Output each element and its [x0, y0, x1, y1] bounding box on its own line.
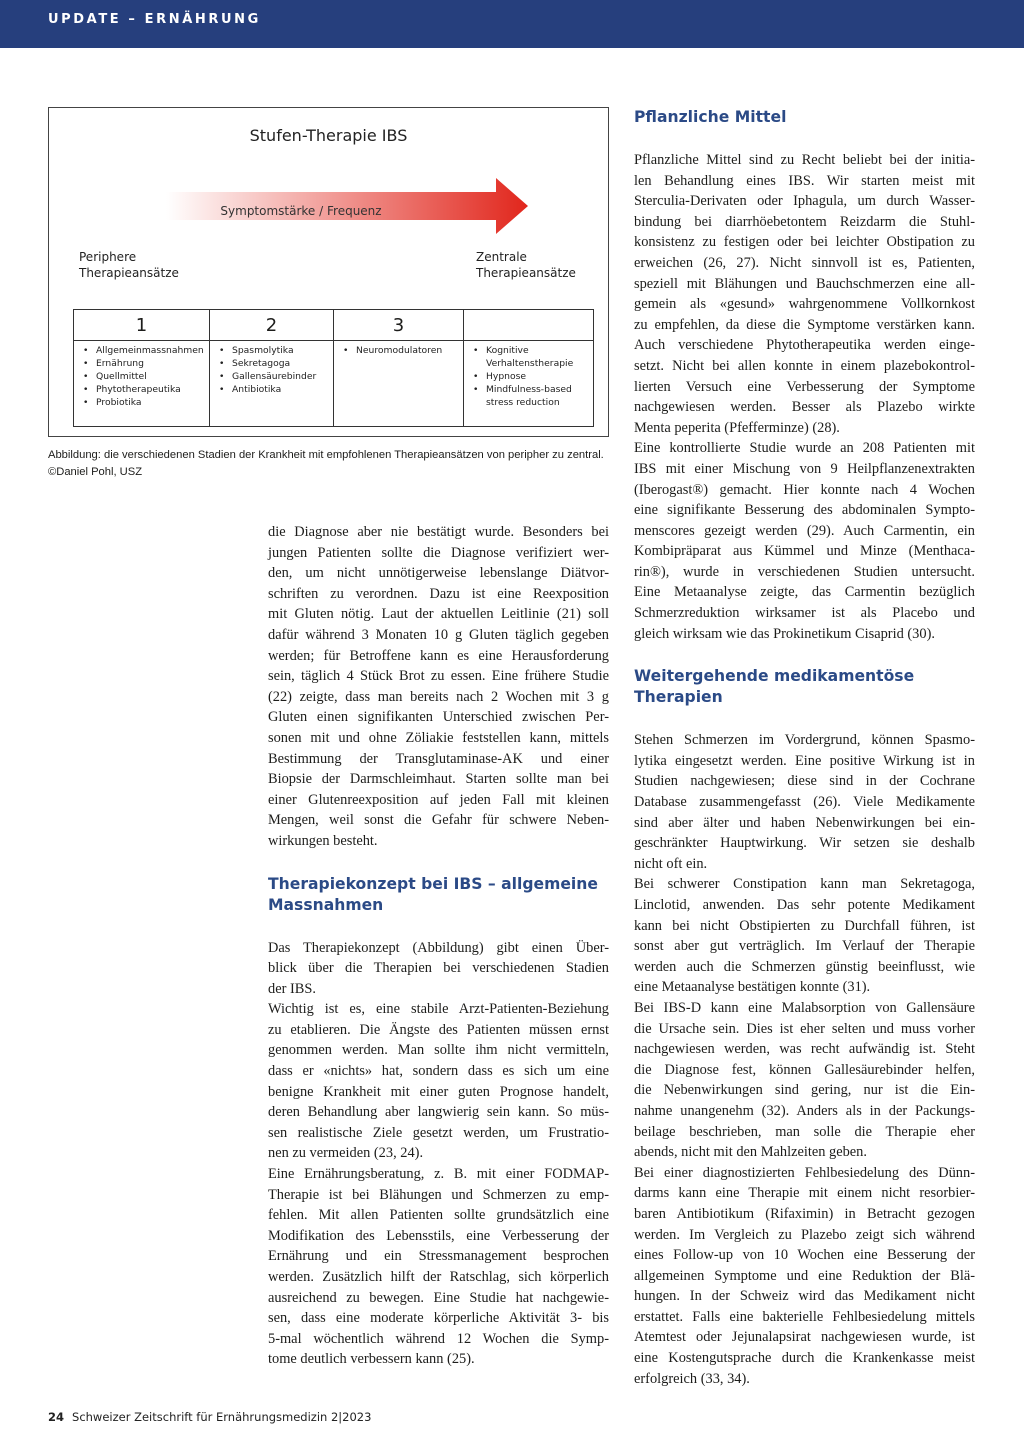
text-line: Eine kontrollierte Studie wurde an 208 Patienten mit [634, 440, 975, 457]
text-line: Bei schwerer Constipation kann man Sekretagoga, [634, 876, 975, 893]
text-line: Eine Metaanalyse zeigte, das Carmentin bezüglich [634, 584, 975, 601]
text-line: nachgewiesen werden. Besser als Plazebo wirkte [634, 399, 975, 416]
body-paragraph [268, 938, 609, 1000]
text-line: dass er «nichts» hat, sondern dass es sich um eine [268, 1063, 609, 1080]
text-line: len Behandlung eines IBS. Wir starten meist mit [634, 172, 975, 189]
text-line: die Ursache sein. Dies ist eher selten und muss vorher [634, 1020, 975, 1037]
text-line: Linclotid, anwenden. Das sehr potente Medikament [634, 897, 975, 913]
text-line: beilage beschrieben, man solle die Therapie eher [634, 1123, 975, 1140]
heading-line: Massnahmen [268, 895, 384, 914]
text-line: Therapie ist bei Blähungen und Schmerzen zu emp- [268, 1186, 609, 1203]
text-line: benigne Krankheit mit einer guten Prognose handelt, [268, 1083, 609, 1100]
text-line: wirkungen besteht. [268, 832, 378, 849]
figure-caption [48, 447, 613, 481]
text-line: zu etablieren. Die Ängste des Patienten müssen ernst [268, 1021, 609, 1038]
text-line: IBS mit einer Mischung von 9 Heilpflanzenextrakten [634, 460, 975, 477]
body-paragraph [268, 522, 609, 852]
stage-4-list [464, 344, 593, 409]
caption-credit: ©Daniel Pohl, USZ [48, 466, 143, 478]
stage-1-header: 1 [74, 310, 210, 341]
text-line: erstattet. Falls eine bakterielle Fehlbesiedelung mittels [634, 1308, 975, 1325]
text-line: bindung bei diarrhöebetontem Reizdarm die Stuhl- [634, 213, 975, 230]
list-item: • Allgemeinmassnahmen [83, 344, 209, 357]
therapy-figure [48, 107, 609, 437]
heading-line: Weitergehende medikamentöse [634, 667, 915, 686]
section-label: UPDATE – ERNÄHRUNG [48, 12, 261, 27]
text-line: setzt. Nicht bei allen konnte in einem plazebokontrol- [634, 357, 975, 374]
text-line: tome deutlich verbessern kann (25). [268, 1351, 475, 1368]
text-line: baren Antibiotikum (Rifaximin) in Betracht gezogen [634, 1205, 975, 1222]
text-line: sind aber älter und haben Nebenwirkungen bei ein- [634, 814, 975, 831]
text-line: Ernährung und ein Stressmanagement besprochen [268, 1248, 609, 1265]
stage-table [73, 309, 594, 427]
list-item: • Kognitive Verhaltenstherapie [473, 344, 593, 370]
arrow-label: Symptomstärke / Frequenz [220, 204, 382, 218]
text-line: Studien nachgewiesen; diese sind in der Cochrane [634, 773, 975, 790]
section-heading-therapiekonzept [268, 874, 609, 916]
stage-4-cell [464, 341, 594, 427]
text-line: dafür während 3 Monaten 10 g Gluten täglich gegeben [268, 626, 609, 643]
text-line: nicht oft ein. [634, 855, 708, 872]
stage-2-cell [210, 341, 334, 427]
text-line: rin®), wurde in verschiedenen Studien untersucht. [634, 563, 975, 580]
text-line: Das Therapiekonzept (Abbildung) gibt einen Über- [268, 939, 609, 956]
heading-line: Therapiekonzept bei IBS – allgemeine [268, 874, 598, 893]
section-heading-medikamentoese-therapien [634, 666, 975, 708]
page-number: 24 [48, 1410, 65, 1424]
right-column [634, 107, 975, 1389]
central-label [476, 249, 576, 281]
text-line: menscores gezeigt werden (29). Auch Carmentin, ein [634, 522, 975, 539]
text-line: eine signifikante Besserung des abdominalen Sympto- [634, 502, 975, 519]
list-item: • Probiotika [83, 396, 209, 409]
text-line: zu empfehlen, da diese die Symptome verstärken kann. [634, 316, 975, 333]
text-line: ausreichend zu bewegen. Eine Studie hat nachgewie- [268, 1289, 609, 1306]
text-line: Modifikation des Lebensstils, eine Verbesserung der [268, 1227, 609, 1244]
stage-1-list [74, 344, 209, 409]
text-line: die Diagnose aber nie bestätigt wurde. Besonders bei [268, 524, 609, 540]
central-label-line: Therapieansätze [476, 266, 576, 280]
list-item: • Antibiotika [219, 383, 333, 396]
peripheral-label-line: Periphere [79, 250, 137, 264]
text-line: die Diagnose fest, können Gallesäurebinder helfen, [634, 1061, 975, 1078]
text-line: eine Metaanalyse bestätigen konnte (31). [634, 979, 871, 996]
list-item: • Phytotherapeutika [83, 383, 209, 396]
text-line: nen zu vermeiden (23, 24). [268, 1145, 424, 1162]
text-line: mit Gluten nötig. Laut der aktuellen Leitlinie (21) soll [268, 606, 609, 623]
text-line: die Nebenwirkungen sind gering, nur ist die Ein- [634, 1082, 975, 1099]
list-item: • Ernährung [83, 357, 209, 370]
text-line: Wichtig ist es, eine stabile Arzt-Patienten-Beziehung [268, 1001, 609, 1018]
text-line: 5-mal wöchentlich während 12 Wochen die Symp- [268, 1330, 609, 1347]
text-line: werden; für Betroffene kann es eine Herausforderung [268, 647, 609, 664]
text-line: erfolgreich (33, 34). [634, 1370, 750, 1387]
body-paragraph [634, 998, 975, 1163]
caption-text: Abbildung: die verschiedenen Stadien der Krankheit mit empfohlenen Therapieansätzen von peripher zu zentral. [48, 449, 604, 461]
text-line: Auch verschiedene Phytotherapeutika werden einge- [634, 337, 975, 354]
text-line: lierten Versuch eine Verbesserung der Symptome [634, 378, 975, 395]
text-line: blick über die Therapien bei verschiedenen Stadien [268, 960, 609, 977]
list-item: • Quellmittel [83, 370, 209, 383]
left-column [268, 522, 609, 1370]
stage-1-cell [74, 341, 210, 427]
text-line: (Iberogast®) gemacht. Hier konnte nach 4 Wochen [634, 481, 975, 498]
body-paragraph [268, 999, 609, 1164]
text-line: konsistenz zu festigen oder bei leichter Obstipation zu [634, 234, 975, 251]
text-line: genommen werden. Man sollte ihm nicht vermitteln, [268, 1042, 609, 1059]
text-line: werden. Im Vergleich zu Plazebo zeigt sich während [634, 1226, 975, 1243]
stage-3-header: 3 [334, 310, 464, 341]
text-line: allgemeinen Symptome und eine Reduktion der Blä- [634, 1267, 975, 1284]
list-item: • Mindfulness-based stress reduction [473, 383, 593, 409]
text-line: Atemtest oder Jejunalapsirat nachgewiesen wurde, ist [634, 1329, 975, 1346]
text-line: deren Behandlung aber langwierig sein kann. So müs- [268, 1104, 609, 1121]
list-item: • Sekretagoga [219, 357, 333, 370]
text-line: eines Follow-up von 10 Wochen eine Besserung der [634, 1247, 975, 1264]
list-item: • Gallensäurebinder [219, 370, 333, 383]
peripheral-label-line: Therapieansätze [79, 266, 179, 280]
list-item: • Spasmolytika [219, 344, 333, 357]
text-line: Menta peperita (Pfefferminze) (28). [634, 419, 840, 436]
text-line: Gluten einen signifikanten Unterschied zwischen Per- [268, 709, 609, 726]
text-line: Kombipräparat aus Kümmel und Minze (Menthaca- [634, 543, 975, 560]
body-paragraph [268, 1164, 609, 1370]
central-label-line: Zentrale [476, 250, 527, 264]
text-line: Bestimmung der Transglutaminase-AK und einer [268, 750, 609, 767]
text-line: abends, nicht mit den Mahlzeiten geben. [634, 1144, 867, 1161]
section-heading-pflanzliche-mittel [634, 107, 975, 128]
text-line: sen realistische Ziele gesetzt werden, um Frustratio- [268, 1124, 609, 1141]
text-line: eine Kostengutsprache durch die Krankenkasse meist [634, 1350, 975, 1367]
stage-2-list [210, 344, 333, 396]
text-line: erweichen (26, 27). Nicht sinnvoll ist es, Patienten, [634, 254, 975, 271]
text-line: den, um nicht unnötigerweise lebenslange Diätvor- [268, 565, 609, 582]
stage-3-cell [334, 341, 464, 427]
figure-title: Stufen-Therapie IBS [249, 126, 408, 145]
body-paragraph [634, 150, 975, 438]
heading-line: Pflanzliche Mittel [634, 108, 787, 126]
page-footer [48, 1410, 371, 1424]
text-line: sen, dass eine moderate körperliche Aktivität 3- bis [268, 1310, 609, 1327]
text-line: sein, täglich 4 Stück Brot zu essen. Eine frühere Studie [268, 668, 609, 685]
text-line: Sterculia-Derivaten oder Iphagula, um durch Wasser- [634, 193, 975, 210]
text-line: Eine Ernährungsberatung, z. B. mit einer FODMAP- [268, 1166, 609, 1183]
text-line: sonst aber gut verträglich. Im Verlauf der Therapie [634, 938, 975, 955]
list-item: • Neuromodulatoren [343, 344, 463, 357]
text-line: gemein als «gesund» wahrgenommene Vollkornkost [634, 296, 975, 313]
text-line: speziell mit Blähungen und Bauchschmerzen eine all- [634, 275, 975, 292]
text-line: Bei einer diagnostizierten Fehlbesiedelung des Dünn- [634, 1164, 975, 1181]
text-line: einer Glutenreexposition auf jeden Fall mit kleinen [268, 791, 609, 808]
text-line: gleich wirksam wie das Prokinetikum Cisaprid (30). [634, 625, 935, 642]
text-line: werden. Zusätzlich hilft der Ratschlag, sich körperlich [268, 1269, 609, 1285]
text-line: lytika eingesetzt werden. Eine positive Wirkung ist in [634, 752, 975, 769]
text-line: Pflanzliche Mittel sind zu Recht beliebt bei der initia- [634, 152, 975, 168]
text-line: Database zusammengefasst (26). Viele Medikamente [634, 794, 975, 811]
text-line: Stehen Schmerzen im Vordergrund, können Spasmo- [634, 732, 975, 749]
stage-2-header: 2 [210, 310, 334, 341]
text-line: kann bei nicht Obstipierten zu Durchfall führen, ist [634, 917, 975, 934]
text-line: hungen. In der Schweiz wird das Medikament nicht [634, 1288, 975, 1305]
text-line: werden auch die Schmerzen günstig beeinflusst, wie [634, 958, 975, 975]
body-paragraph [634, 730, 975, 874]
text-line: Bei IBS-D kann eine Malabsorption von Gallensäure [634, 999, 975, 1016]
text-line: der IBS. [268, 980, 316, 997]
peripheral-label [79, 249, 179, 281]
body-paragraph [634, 874, 975, 998]
text-line: jungen Patienten sollte die Diagnose verifiziert wer- [268, 544, 609, 561]
text-line: schriften zu verordnen. Dazu ist eine Reexposition [268, 585, 609, 602]
stage-3-list [334, 344, 463, 357]
text-line: nachgewiesen werden, was recht aufwändig ist. Steht [634, 1041, 975, 1058]
body-paragraph [634, 438, 975, 644]
heading-line: Therapien [634, 688, 723, 707]
text-line: fehlen. Mit allen Patienten sollte grundsätzlich eine [268, 1207, 609, 1224]
text-line: sonen mit und ohne Zöliakie feststellen kann, mittels [268, 729, 609, 746]
stage-4-header [464, 310, 594, 341]
text-line: (22) zeigte, dass man bereits nach 2 Wochen mit 3 g [268, 688, 609, 705]
text-line: geschränkter Hauptwirkung. Wir setzen sie deshalb [634, 835, 975, 852]
text-line: Biopsie der Darmschleimhaut. Starten sollte man bei [268, 771, 609, 788]
text-line: Schmerzreduktion wirksamer ist als Placebo und [634, 605, 975, 622]
list-item: • Hypnose [473, 370, 593, 383]
text-line: nahme unangenehm (32). Anders als in der Packungs- [634, 1102, 975, 1119]
text-line: Mengen, weil sonst die Gefahr für schwere Neben- [268, 812, 609, 829]
journal-name: Schweizer Zeitschrift für Ernährungsmedizin 2|2023 [72, 1410, 372, 1424]
header-bar [0, 0, 1024, 48]
text-line: darms kann eine Therapie mit einem nicht resorbier- [634, 1185, 975, 1202]
body-paragraph [634, 1163, 975, 1390]
